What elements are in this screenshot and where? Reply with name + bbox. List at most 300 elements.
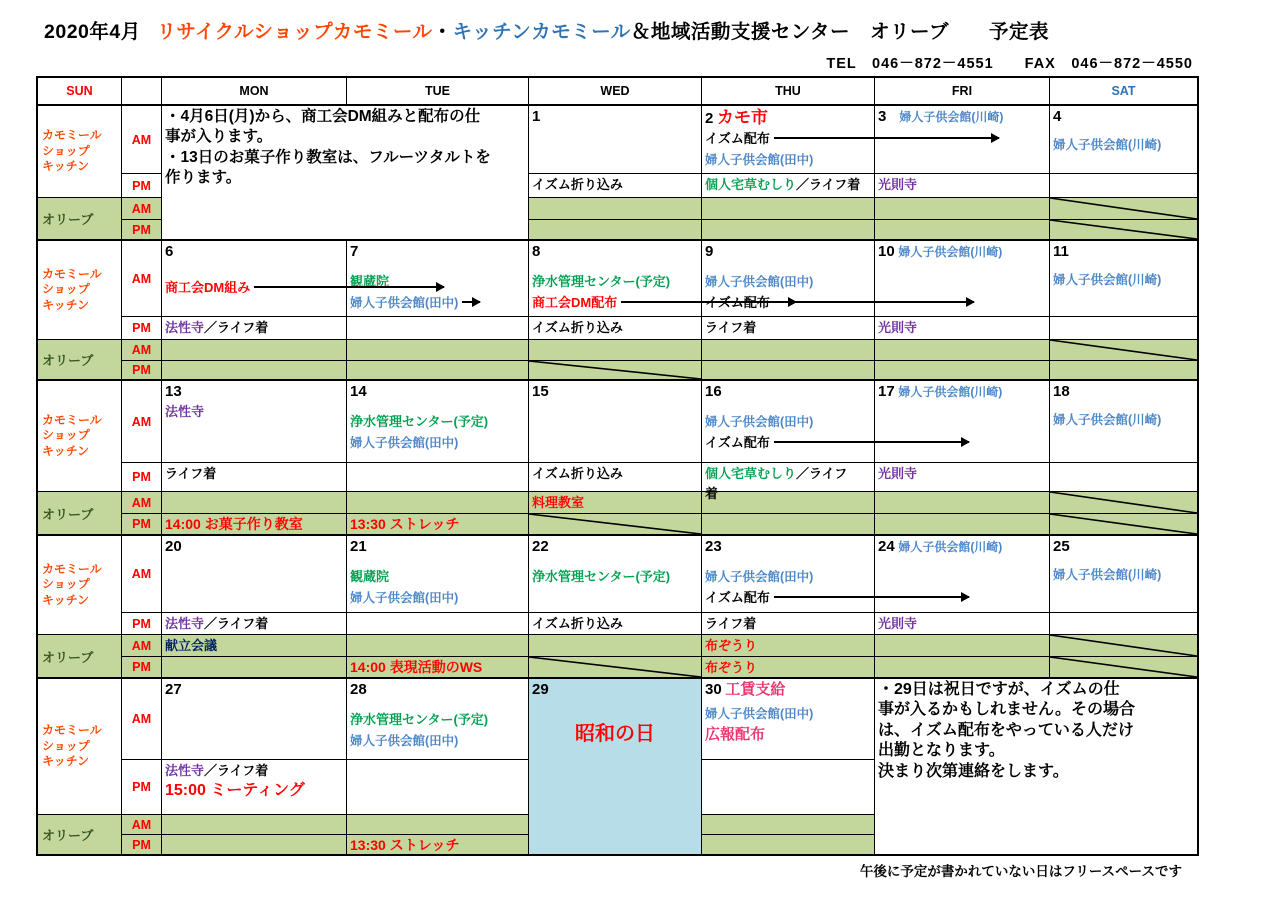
calendar-cell — [529, 340, 702, 361]
event-text: 8 — [532, 243, 541, 260]
calendar-cell — [1050, 380, 1197, 463]
event-line — [705, 150, 871, 170]
event-line — [705, 588, 871, 608]
event-text: 20 — [165, 538, 182, 555]
calendar-cell — [529, 105, 702, 174]
event-line — [705, 484, 871, 504]
calendar-cell — [875, 198, 1050, 220]
calendar-cell — [347, 340, 529, 361]
event-text: 婦人子供会館(川崎) — [898, 245, 1003, 259]
calendar-cell — [875, 657, 1050, 678]
event-line — [350, 836, 525, 856]
event-line — [878, 762, 1194, 782]
event-line — [532, 537, 698, 557]
calendar-cell — [875, 492, 1050, 514]
calendar-cell — [347, 240, 529, 317]
event-text: 婦人子供会館(田中) — [705, 415, 814, 430]
event-text: 28 — [350, 681, 367, 698]
event-text: 4 — [1053, 108, 1062, 125]
event-text: 着 — [705, 486, 719, 502]
calendar-cell — [1050, 340, 1197, 361]
event-line — [1053, 242, 1194, 262]
event-line — [350, 710, 525, 730]
event-line — [705, 107, 871, 129]
event-text: 婦人子供会館(川崎) — [1053, 138, 1162, 153]
event-text: 出勤となります。 — [878, 742, 1005, 760]
event-text: 婦人子供会館(田中) — [350, 733, 459, 748]
event-text: 婦人子供会館(川崎) — [1053, 273, 1162, 288]
event-line — [350, 382, 525, 402]
arrow-icon — [621, 301, 796, 303]
calendar-cell — [702, 463, 875, 502]
event-text: イズム配布 — [705, 294, 770, 310]
event-text: 観蔵院 — [350, 274, 390, 290]
row-label-kamomile: カモミール ショップ キッチン — [38, 535, 122, 635]
arrow-icon — [774, 137, 999, 139]
calendar-cell — [347, 463, 529, 492]
row-label-kamomile: カモミール ショップ キッチン — [38, 678, 122, 815]
event-line — [165, 680, 343, 700]
event-line — [165, 636, 343, 656]
ampm-label: AM — [122, 492, 162, 514]
ampm-label: PM — [122, 657, 162, 678]
event-text: 光則寺 — [878, 616, 918, 631]
event-line — [350, 412, 525, 432]
event-line — [705, 175, 871, 195]
event-text: 14:00 お菓子作り教室 — [165, 516, 303, 532]
calendar-cell — [162, 535, 347, 613]
event-text: 観蔵院 — [350, 569, 390, 585]
ampm-label: PM — [122, 613, 162, 635]
diagonal-line — [529, 514, 701, 534]
event-text: 25 — [1053, 538, 1070, 555]
event-line — [878, 741, 1194, 761]
event-line — [350, 433, 525, 453]
diagonal-line — [1050, 657, 1197, 677]
weekday-header: FRI — [875, 78, 1050, 105]
ampm-label: AM — [122, 635, 162, 657]
calendar-cell — [162, 380, 347, 463]
calendar-cell — [875, 380, 1050, 463]
row-label-olive: オリーブ — [38, 492, 122, 535]
calendar-cell — [347, 815, 529, 835]
event-line — [350, 658, 525, 678]
event-text: 商工会DM組み — [165, 280, 251, 296]
event-line — [350, 588, 525, 608]
calendar-cell — [529, 535, 702, 613]
event-text: ／ライフ着 — [204, 763, 269, 778]
event-text: 9 — [705, 243, 714, 260]
event-text: ・13日のお菓子作り教室は、フルーツタルトを — [165, 148, 491, 166]
calendar-cell — [347, 657, 529, 678]
calendar-cell — [1050, 105, 1197, 174]
calendar-cell — [347, 380, 529, 463]
event-text: 浄水管理センター(予定) — [532, 569, 671, 585]
weekday-header: SAT — [1050, 78, 1197, 105]
calendar-cell — [529, 240, 702, 317]
event-text: 浄水管理センター(予定) — [350, 712, 489, 728]
event-text: 法性寺 — [165, 320, 205, 335]
row-label-olive: オリーブ — [38, 340, 122, 380]
calendar-cell — [162, 463, 347, 492]
event-text: は、イズム配布をやっている人だけ — [878, 721, 1134, 739]
event-line — [878, 614, 1046, 634]
calendar-cell — [702, 760, 875, 815]
event-text: 3 — [878, 108, 887, 125]
calendar-cell — [162, 635, 347, 657]
event-text: 作ります。 — [165, 169, 242, 187]
event-line — [705, 129, 871, 149]
event-line — [165, 127, 525, 147]
schedule-table — [36, 76, 1199, 856]
weekday-header: THU — [702, 78, 875, 105]
event-text: イズム配布 — [705, 434, 770, 450]
event-text: 14 — [350, 383, 367, 400]
event-line — [165, 464, 343, 484]
event-text: ライフ着 — [705, 616, 757, 631]
event-line — [705, 614, 871, 634]
row-label-kamomile: カモミール ショップ キッチン — [38, 240, 122, 340]
weekday-header — [122, 78, 162, 105]
event-line — [532, 272, 698, 292]
event-text: 料理教室 — [532, 495, 585, 510]
event-text: 広報配布 — [705, 725, 766, 743]
calendar-cell — [1050, 240, 1197, 317]
calendar-cell — [1050, 635, 1197, 657]
event-text: 婦人子供会館(田中) — [350, 435, 459, 450]
row-label-kamomile: カモミール ショップ キッチン — [38, 105, 122, 198]
event-line — [1053, 382, 1194, 402]
calendar-cell — [162, 760, 347, 815]
event-line — [532, 242, 698, 262]
calendar-cell — [1050, 657, 1197, 678]
event-text: ・4月6日(月)から、商工会DM組みと配布の仕 — [165, 108, 481, 125]
calendar-cell — [162, 613, 347, 635]
event-text: ライフ着 — [705, 320, 757, 335]
event-text: 婦人子供会館(田中) — [350, 295, 459, 310]
event-line — [705, 318, 871, 338]
event-text: 昭和の日 — [575, 723, 655, 746]
calendar-cell — [162, 361, 347, 380]
event-text: イズム配布 — [705, 589, 770, 605]
event-line — [878, 680, 1194, 700]
event-text: 11 — [1053, 243, 1069, 260]
event-line — [165, 107, 525, 127]
event-line — [705, 242, 871, 262]
title-shop: リサイクルショップカモミール — [156, 21, 433, 43]
calendar-cell — [702, 220, 875, 240]
event-text: 事が入ります。 — [165, 128, 273, 146]
calendar-cell — [347, 678, 529, 760]
calendar-cell — [347, 514, 529, 535]
calendar-cell — [529, 657, 702, 678]
event-line — [878, 700, 1194, 720]
calendar-cell — [702, 340, 875, 361]
calendar-cell — [702, 613, 875, 635]
event-line — [532, 382, 698, 402]
event-text: 工賃支給 — [725, 681, 786, 698]
event-text: 浄水管理センター(予定) — [532, 274, 671, 290]
event-text: イズム折り込み — [532, 466, 623, 481]
event-text: 婦人子供会館(川崎) — [898, 540, 1003, 554]
calendar-cell — [875, 317, 1050, 340]
calendar-cell — [702, 380, 875, 463]
event-text: 22 — [532, 538, 549, 555]
event-text: 1 — [532, 108, 541, 125]
calendar-cell — [702, 514, 875, 535]
event-text: 光則寺 — [878, 466, 918, 481]
calendar-cell — [1050, 220, 1197, 240]
ampm-label: PM — [122, 361, 162, 380]
diagonal-line — [529, 657, 701, 677]
event-text: 光則寺 — [878, 320, 918, 335]
calendar-cell — [1050, 613, 1197, 635]
event-line — [532, 680, 698, 700]
arrow-icon — [254, 286, 444, 288]
event-text: 16 — [705, 383, 722, 400]
calendar-cell — [702, 174, 875, 198]
event-text: イズム折り込み — [532, 616, 623, 631]
calendar-cell — [529, 678, 702, 854]
event-text: イズム折り込み — [532, 320, 623, 335]
calendar-cell — [162, 657, 347, 678]
event-text: 法性寺 — [165, 404, 205, 420]
title-kitchen: キッチンカモミール — [452, 21, 631, 43]
event-text: 17 — [878, 383, 895, 400]
event-line — [532, 293, 698, 313]
event-line — [350, 242, 525, 262]
event-line — [165, 515, 343, 535]
event-line — [705, 567, 871, 587]
calendar-cell — [875, 613, 1050, 635]
event-line — [165, 781, 343, 801]
event-line — [532, 722, 698, 748]
event-text: 13 — [165, 383, 182, 400]
event-text: 布ぞうり — [705, 638, 758, 653]
calendar-cell — [702, 317, 875, 340]
event-line — [878, 537, 1046, 557]
calendar-cell — [529, 635, 702, 657]
diagonal-line — [1050, 198, 1197, 219]
calendar-cell — [529, 361, 702, 380]
event-line — [532, 464, 698, 484]
event-line — [705, 725, 871, 745]
event-line — [705, 464, 871, 484]
event-text: ／ライフ — [796, 466, 848, 481]
calendar-cell — [702, 535, 875, 613]
event-line — [1053, 107, 1194, 127]
event-line — [165, 148, 525, 168]
event-text: 13:30 ストレッチ — [350, 516, 460, 532]
diagonal-line — [1050, 514, 1197, 534]
ampm-label: AM — [122, 105, 162, 174]
event-text: 婦人子供会館(田中) — [350, 590, 459, 605]
calendar-cell — [347, 361, 529, 380]
event-line — [705, 272, 871, 292]
calendar-cell — [875, 463, 1050, 492]
event-line — [878, 318, 1046, 338]
event-text: 婦人子供会館(田中) — [705, 707, 814, 722]
event-text: 商工会DM配布 — [532, 294, 618, 310]
calendar-cell — [702, 657, 875, 678]
ampm-label: AM — [122, 240, 162, 317]
event-line — [165, 402, 343, 422]
weekday-header: TUE — [347, 78, 529, 105]
calendar-cell — [702, 678, 875, 760]
calendar-cell — [347, 317, 529, 340]
calendar-cell — [162, 514, 347, 535]
row-label-olive: オリーブ — [38, 635, 122, 678]
event-text: 浄水管理センター(予定) — [350, 414, 489, 430]
event-text: 婦人子供会館(田中) — [705, 570, 814, 585]
ampm-label: PM — [122, 835, 162, 854]
event-text: 7 — [350, 243, 359, 260]
calendar-cell — [347, 835, 529, 854]
event-text: 13:30 ストレッチ — [350, 837, 460, 853]
calendar-cell — [529, 492, 702, 514]
diagonal-line — [529, 361, 701, 379]
calendar-cell — [1050, 317, 1197, 340]
ampm-label: PM — [122, 174, 162, 198]
diagonal-line — [1050, 340, 1197, 360]
arrow-icon — [774, 301, 974, 303]
calendar-cell — [162, 678, 347, 760]
event-line — [878, 382, 1046, 402]
event-line — [165, 382, 343, 402]
calendar-cell — [875, 340, 1050, 361]
calendar-cell — [162, 340, 347, 361]
calendar-cell — [529, 463, 702, 492]
row-label-olive: オリーブ — [38, 815, 122, 854]
calendar-cell — [347, 492, 529, 514]
event-text: 個人宅草むしり — [705, 177, 797, 192]
row-label-kamomile: カモミール ショップ キッチン — [38, 380, 122, 492]
event-text: 婦人子供会館(川崎) — [1053, 568, 1162, 583]
calendar-cell — [875, 174, 1050, 198]
event-text: ／ライフ着 — [204, 616, 269, 631]
event-text: 29 — [532, 681, 549, 698]
calendar-cell — [1050, 361, 1197, 380]
event-line — [350, 537, 525, 557]
weekday-header: MON — [162, 78, 347, 105]
event-text: イズム折り込み — [532, 177, 623, 192]
event-text: 15 — [532, 383, 549, 400]
event-text: 事が入るかもしれません。その場合 — [878, 701, 1135, 719]
calendar-cell — [875, 514, 1050, 535]
calendar-cell — [162, 835, 347, 854]
calendar-cell — [162, 105, 529, 240]
calendar-cell — [702, 198, 875, 220]
ampm-label: PM — [122, 463, 162, 492]
event-text: 6 — [165, 243, 174, 260]
diagonal-line — [1050, 492, 1197, 513]
event-text: 個人宅草むしり — [705, 466, 797, 481]
event-text: ライフ着 — [165, 466, 217, 481]
event-text: ／ライフ着 — [796, 177, 861, 192]
event-line — [350, 515, 525, 535]
event-line — [705, 382, 871, 402]
calendar-cell — [1050, 535, 1197, 613]
calendar-cell — [875, 635, 1050, 657]
event-text: 15:00 ミーティング — [165, 782, 305, 800]
event-line — [878, 242, 1046, 262]
ampm-label: AM — [122, 815, 162, 835]
event-text: カモ市 — [716, 108, 768, 127]
event-text: 23 — [705, 538, 722, 555]
event-text: 法性寺 — [165, 616, 205, 631]
event-line — [532, 318, 698, 338]
event-text: 光則寺 — [878, 177, 918, 192]
event-line — [878, 175, 1046, 195]
calendar-cell — [347, 535, 529, 613]
event-text: 21 — [350, 538, 367, 555]
calendar-cell — [529, 380, 702, 463]
ampm-label: AM — [122, 340, 162, 361]
calendar-cell — [875, 220, 1050, 240]
event-line — [705, 658, 871, 678]
calendar-cell — [162, 240, 347, 317]
calendar-cell — [162, 492, 347, 514]
event-text: 婦人子供会館(川崎) — [898, 385, 1003, 399]
title-month: 2020年4月 — [44, 21, 141, 43]
calendar-cell — [347, 760, 529, 815]
weekday-header: WED — [529, 78, 702, 105]
event-line — [532, 567, 698, 587]
calendar-cell — [1050, 463, 1197, 492]
arrow-icon — [774, 596, 969, 598]
event-line — [165, 318, 343, 338]
calendar-cell — [529, 613, 702, 635]
calendar-cell — [875, 240, 1050, 317]
arrow-icon — [462, 301, 480, 303]
event-line — [878, 107, 1046, 127]
calendar-cell — [529, 514, 702, 535]
ampm-label: AM — [122, 535, 162, 613]
calendar-cell — [1050, 492, 1197, 514]
weekday-header: SUN — [38, 78, 122, 105]
calendar-cell — [529, 174, 702, 198]
event-text: 24 — [878, 538, 895, 555]
event-text: 10 — [878, 243, 895, 260]
ampm-label: PM — [122, 317, 162, 340]
calendar-cell — [1050, 198, 1197, 220]
event-line — [705, 704, 871, 724]
ampm-label: PM — [122, 760, 162, 815]
calendar-cell — [529, 220, 702, 240]
ampm-label: PM — [122, 514, 162, 535]
contact-info: TEL 046－872－4551 FAX 046－872－4550 — [826, 56, 1193, 72]
page-title — [44, 16, 1049, 44]
event-line — [1053, 135, 1194, 155]
footer-note: 午後に予定が書かれていない日はフリースペースです — [859, 864, 1182, 879]
event-line — [165, 614, 343, 634]
calendar-cell — [1050, 174, 1197, 198]
ampm-label: AM — [122, 380, 162, 463]
calendar-cell — [875, 361, 1050, 380]
event-text: 婦人子供会館(川崎) — [899, 110, 1004, 124]
calendar-cell — [347, 613, 529, 635]
event-text: 献立会議 — [165, 638, 218, 653]
event-line — [165, 761, 343, 781]
event-text: イズム配布 — [705, 131, 770, 147]
row-label-olive: オリーブ — [38, 198, 122, 240]
event-line — [350, 293, 525, 313]
event-text — [886, 109, 899, 124]
event-text: 法性寺 — [165, 763, 205, 778]
event-line — [1053, 270, 1194, 290]
ampm-label: PM — [122, 220, 162, 240]
arrow-icon — [774, 441, 969, 443]
